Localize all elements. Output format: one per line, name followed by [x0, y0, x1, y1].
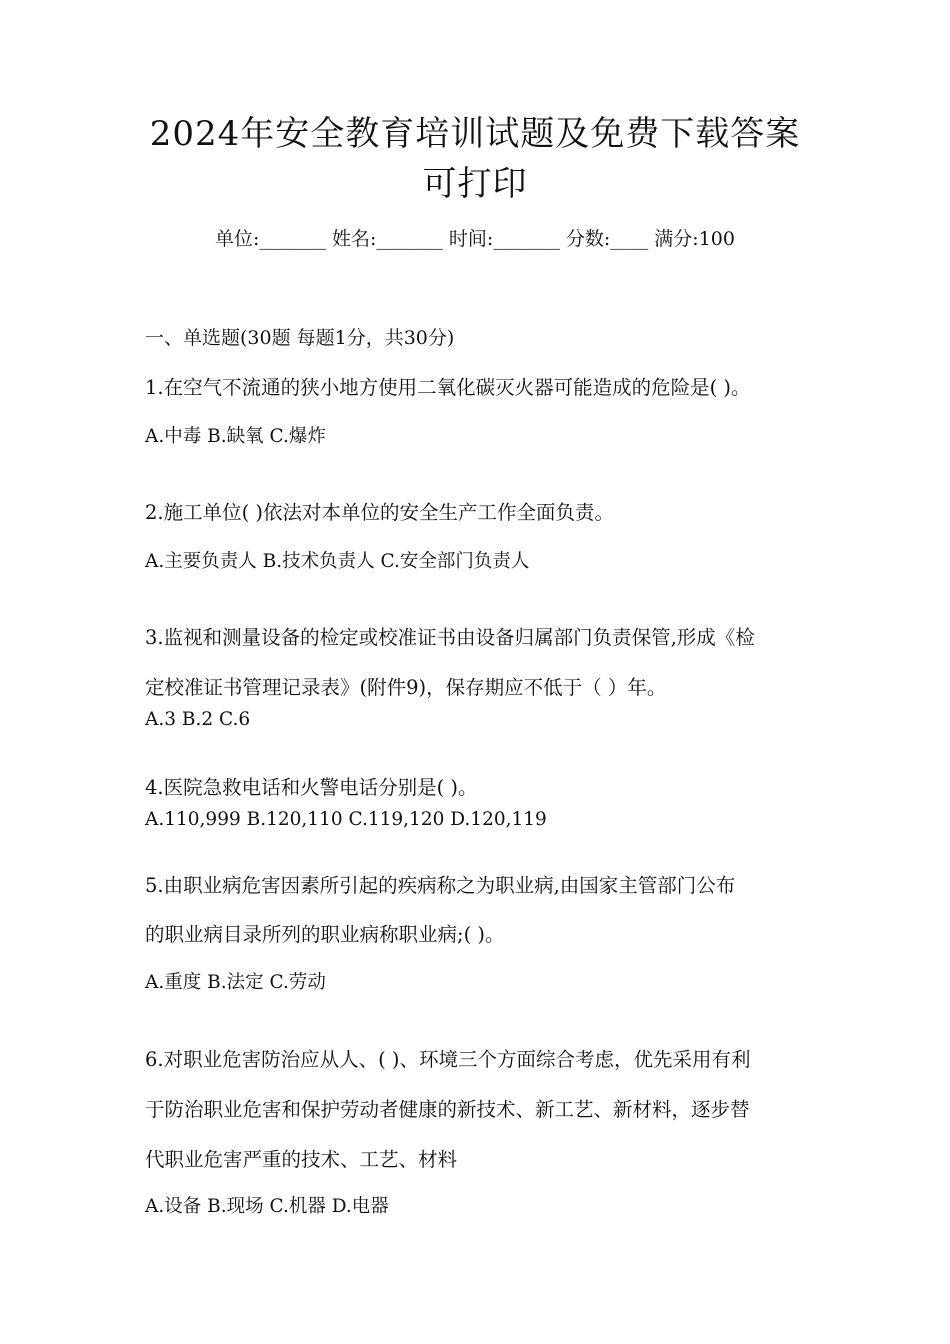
page-title-line2: 可打印	[422, 164, 528, 204]
question-3-text-line1: 3.监视和测量设备的检定或校准证书由设备归属部门负责保管,形成《检	[145, 626, 755, 649]
question-6-text-line1: 6.对职业危害防治应从人、( )、环境三个方面综合考虑，优先采用有利	[145, 1048, 751, 1071]
question-6-text-line3: 代职业危害严重的技术、工艺、材料	[145, 1148, 458, 1171]
section-heading: 一、单选题(30题 每题1分，共30分)	[145, 327, 455, 349]
question-5-options: A.重度 B.法定 C.劳动	[145, 972, 326, 993]
exam-info-text: 单位:_______ 姓名:_______ 时间:_______ 分数:____ 满分:100	[215, 228, 735, 250]
question-6-text-line2: 于防治职业危害和保护劳动者健康的新技术、新工艺、新材料，逐步替	[145, 1098, 750, 1121]
question-5-text-line2: 的职业病目录所列的职业病称职业病;( )。	[145, 923, 505, 946]
question-3-text-line2: 定校准证书管理记录表》(附件9)，保存期应不低于（ ）年。	[145, 676, 667, 699]
question-3-options: A.3 B.2 C.6	[145, 709, 251, 730]
question-6-options: A.设备 B.现场 C.机器 D.电器	[145, 1196, 389, 1217]
question-4-text: 4.医院急救电话和火警电话分别是( )。	[145, 776, 478, 799]
question-2-text: 2.施工单位( )依法对本单位的安全生产工作全面负责。	[145, 501, 615, 524]
page-title-line1: 2024年安全教育培训试题及免费下载答案	[149, 114, 801, 154]
question-1-text: 1.在空气不流通的狭小地方使用二氧化碳灭火器可能造成的危险是( )。	[145, 376, 751, 399]
question-4-options: A.110,999 B.120,110 C.119,120 D.120,119	[145, 809, 547, 830]
question-5-text-line1: 5.由职业病危害因素所引起的疾病称之为职业病,由国家主管部门公布	[145, 874, 736, 897]
question-2-options: A.主要负责人 B.技术负责人 C.安全部门负责人	[145, 551, 530, 572]
question-1-options: A.中毒 B.缺氧 C.爆炸	[145, 426, 326, 447]
exam-info-line	[0, 224, 950, 251]
